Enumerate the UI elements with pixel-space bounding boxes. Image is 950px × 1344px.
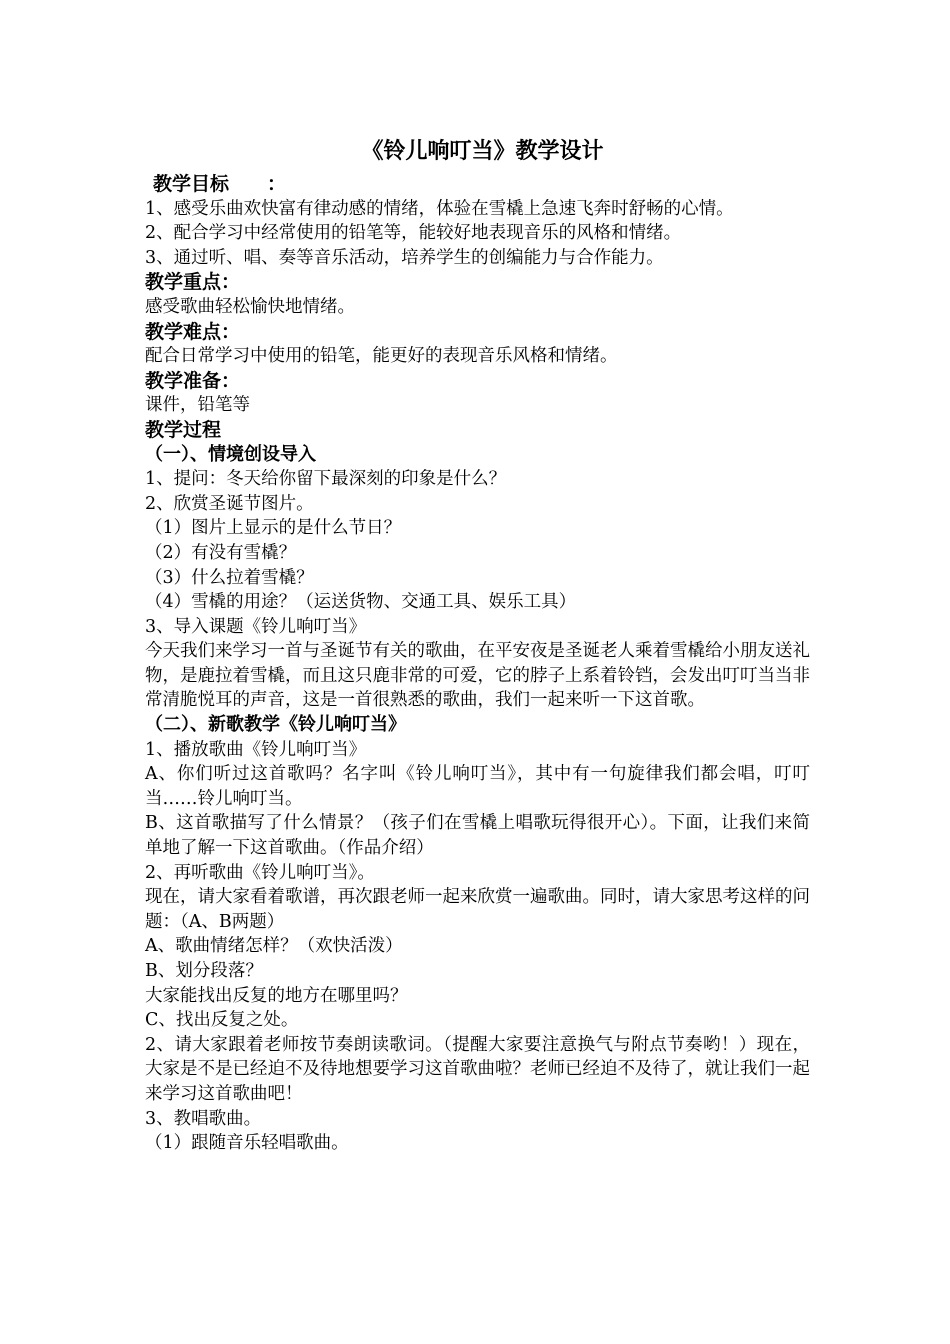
section2-line: 现在，请大家看着歌谱，再次跟老师一起来欣赏一遍歌曲。同时，请大家思考这样的问题：（A、B两题）: [145, 887, 810, 932]
section2-line: A、歌曲情绪怎样？（欢快活泼）: [145, 936, 403, 957]
section2-line: 2、请大家跟着老师按节奏朗读歌词。（提醒大家要注意换气与附点节奏哟！）现在，大家是不是已经迫不及待地想要学习这首歌曲啦？老师已经迫不及待了，就让我们一起来学习这首歌曲吧！: [145, 1034, 810, 1104]
prep-text: 课件，铅笔等: [145, 395, 250, 416]
section1-line: 3、导入课题《铃儿响叮当》: [145, 616, 367, 637]
section2-line: （1）跟随音乐轻唱歌曲。: [145, 1133, 349, 1154]
goal-item: 2、配合学习中经常使用的铅笔等，能较好地表现音乐的风格和情绪。: [145, 223, 682, 244]
focus-text: 感受歌曲轻松愉快地情绪。: [145, 296, 355, 317]
section2-line: 1、播放歌曲《铃儿响叮当》: [145, 739, 367, 760]
difficulty-text: 配合日常学习中使用的铅笔，能更好的表现音乐风格和情绪。: [145, 346, 618, 367]
section1-line: （2）有没有雪橇？: [145, 542, 297, 563]
goal-item: 1、感受乐曲欢快富有律动感的情绪，体验在雪橇上急速飞奔时舒畅的心情。: [145, 198, 734, 219]
section1-line: （1）图片上显示的是什么节日？: [145, 518, 402, 539]
prep-heading: 教学准备：: [145, 369, 241, 392]
section2-line: C、找出反复之处。: [145, 1010, 299, 1031]
section2-line: 2、再听歌曲《铃儿响叮当》。: [145, 862, 375, 883]
section2-line: A、你们听过这首歌吗？名字叫《铃儿响叮当》，其中有一句旋律我们都会唱，叮叮当……铃儿响叮当。: [145, 764, 810, 809]
section2-prefix: （二）、: [145, 714, 208, 736]
section1-heading: [145, 443, 810, 468]
section1-line: 2、欣赏圣诞节图片。: [145, 493, 314, 514]
section2-line: 大家能找出反复的地方在哪里吗？: [145, 985, 408, 1006]
goal-item: 3、通过听、唱、奏等音乐活动，培养学生的创编能力与合作能力。: [145, 247, 664, 268]
section1-line: 1、提问：冬天给你留下最深刻的印象是什么？: [145, 469, 507, 490]
section1-label: 情境创设导入: [208, 443, 316, 465]
document-page: [145, 136, 810, 1156]
section2-line: 3、教唱歌曲。: [145, 1108, 262, 1129]
section1-line: （3）什么拉着雪橇？: [145, 567, 314, 588]
section1-prefix: （一）、: [145, 443, 208, 465]
difficulty-heading: 教学难点：: [145, 320, 241, 343]
section1-line: （4）雪橇的用途？（运送货物、交通工具、娱乐工具）: [145, 592, 577, 613]
section1-paragraph: 今天我们来学习一首与圣诞节有关的歌曲，在平安夜是圣诞老人乘着雪橇给小朋友送礼物，是鹿拉着雪橇，而且这只鹿非常的可爱，它的脖子上系着铃铛，会发出叮叮当当非常清脆悦耳的声音，这是一首很熟悉的歌曲，我们一起来听一下这首歌。: [145, 641, 810, 711]
section2-line: B、划分段落？: [145, 961, 263, 981]
section2-line: B、这首歌描写了什么情景？（孩子们在雪橇上唱歌玩得很开心）。下面，让我们来简单地了解一下这首歌曲。（作品介绍）: [145, 813, 810, 859]
section2-heading: [145, 713, 810, 738]
goals-heading: 教学目标 ：: [153, 173, 287, 195]
process-heading: 教学过程: [145, 418, 222, 441]
document-title: 《铃儿响叮当》教学设计: [361, 138, 604, 164]
focus-heading: 教学重点：: [145, 271, 241, 294]
section2-label: 新歌教学《铃儿响叮当》: [208, 714, 406, 736]
